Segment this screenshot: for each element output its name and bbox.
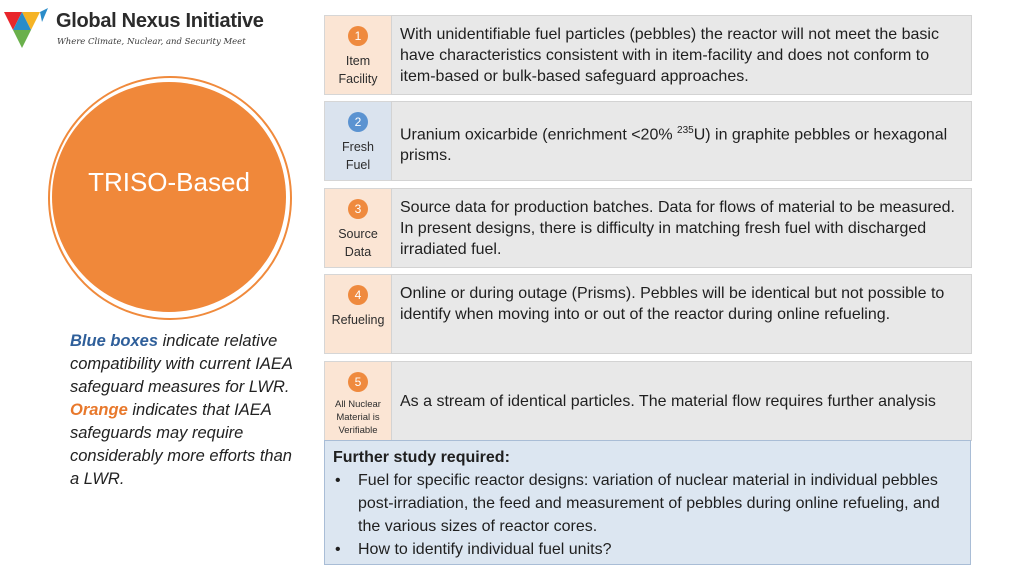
row-description	[391, 101, 972, 181]
row-number: 5	[348, 372, 368, 392]
row-label: Item Facility	[338, 54, 378, 86]
row-description-text: As a stream of identical particles. The material flow requires further analysis	[400, 392, 936, 410]
row-description-post: U) in graphite pebbles or hexagonal prisms.	[400, 126, 948, 165]
row-description-pre: Uranium oxicarbide (enrichment <20%	[400, 126, 678, 144]
row-item-facility	[324, 15, 972, 95]
legend	[70, 330, 305, 491]
further-study-title: Further study required:	[333, 449, 510, 466]
circle-label: TRISO-Based	[88, 166, 250, 197]
row-description: Source data for production batches. Data for flows of material to be measured. In present designs, there is difficulty in matching fresh fuel with discharged irradiated fuel.	[391, 188, 972, 268]
logo-tagline: Where Climate, Nuclear, and Security Meet	[57, 37, 246, 47]
row-source-data	[324, 188, 972, 268]
row-number: 4	[348, 285, 368, 305]
row-label: Source Data	[338, 227, 378, 259]
row-number: 2	[348, 112, 368, 132]
legend-blue-lead: Blue boxes	[70, 332, 159, 350]
logo-mark-icon	[2, 6, 50, 50]
isotope-superscript: 235	[677, 125, 694, 136]
row-label-box	[324, 361, 392, 441]
row-description: With unidentifiable fuel particles (pebbles) the reactor will not meet the basic have characteristics consistent with in item-facility and does not conform to item-based or bulk-based safeguard approaches.	[391, 15, 972, 95]
legend-blue-text: indicate relative compatibility with current IAEA safeguard measures for LWR.	[70, 332, 293, 396]
logo-title: Global Nexus Initiative	[56, 10, 264, 32]
row-label: Fresh Fuel	[342, 140, 374, 172]
row-refueling	[324, 274, 972, 354]
row-label: Refueling	[331, 313, 385, 327]
legend-orange-lead: Orange	[70, 401, 128, 419]
list-item: • Fuel for specific reactor designs: variation of nuclear material in individual pebbles post-irradiation, the feed and measurement of pebbles during online refueling, and the various sizes of reactor cores.	[333, 469, 962, 538]
further-study-box	[324, 440, 971, 565]
row-label-box	[324, 101, 392, 181]
row-fresh-fuel	[324, 101, 972, 181]
row-label-box	[324, 274, 392, 354]
row-verifiable	[324, 361, 972, 441]
row-description: Online or during outage (Prisms). Pebbles will be identical but not possible to identify when moving into or out of the reactor during online refueling.	[391, 274, 972, 354]
row-label-box	[324, 15, 392, 95]
legend-orange-text: indicates that IAEA safeguards may require considerably more efforts than a LWR.	[70, 401, 292, 488]
triso-circle	[52, 82, 286, 312]
row-label: All Nuclear Material is Verifiable	[335, 399, 381, 436]
list-item: • How to identify individual fuel units?	[333, 538, 962, 561]
row-label-box	[324, 188, 392, 268]
row-number: 3	[348, 199, 368, 219]
further-study-list	[333, 469, 962, 561]
row-number: 1	[348, 26, 368, 46]
logo	[0, 4, 264, 52]
row-description	[391, 361, 972, 441]
